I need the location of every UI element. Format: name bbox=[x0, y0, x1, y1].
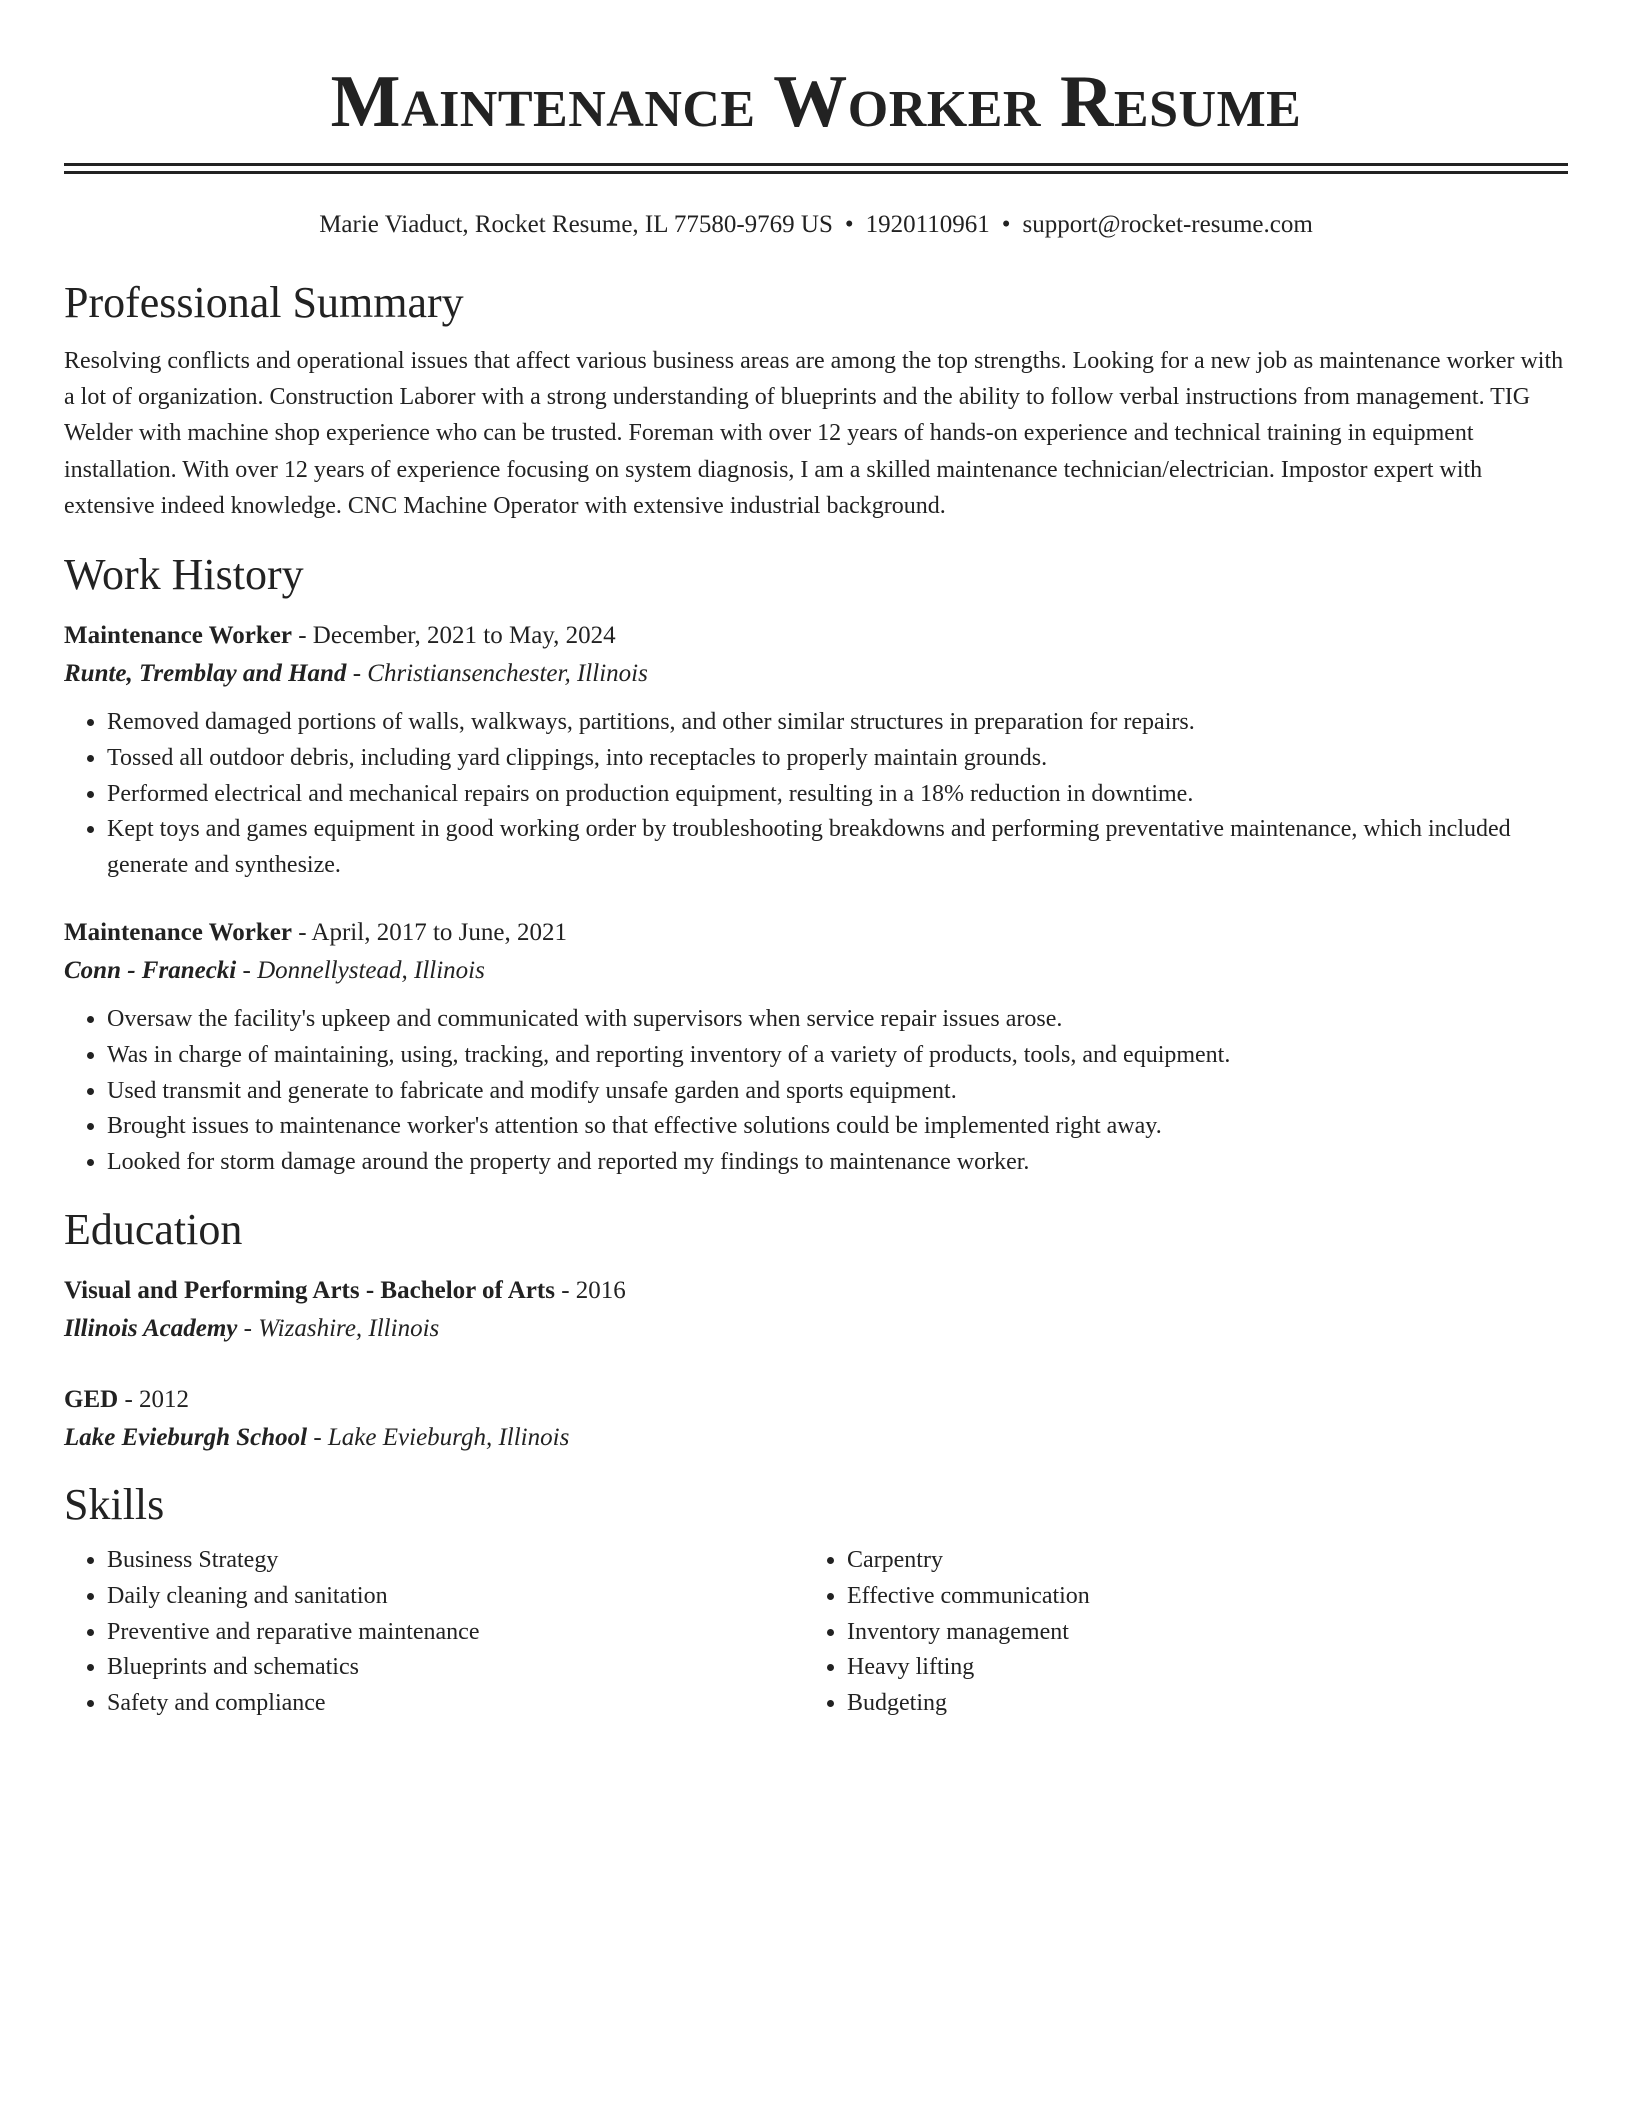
skill-item: • Blueprints and schematics bbox=[107, 1650, 804, 1686]
contact-line bbox=[64, 210, 1568, 240]
skill-item: • Heavy lifting bbox=[847, 1650, 1568, 1686]
job-company: Conn - Franecki bbox=[64, 957, 237, 984]
school-line bbox=[64, 1310, 1568, 1348]
job-duties-list bbox=[64, 705, 1568, 884]
skills-grid bbox=[64, 1543, 1568, 1722]
skill-item: • Budgeting bbox=[847, 1686, 1568, 1722]
skill-item: • Safety and compliance bbox=[107, 1686, 804, 1722]
school-name: Lake Evieburgh School bbox=[64, 1423, 308, 1451]
skill-item: • Preventive and reparative maintenance bbox=[107, 1615, 804, 1651]
summary-heading: Professional Summary bbox=[64, 278, 464, 327]
skills-list-right bbox=[804, 1543, 1568, 1722]
job-duty-item: • Kept toys and games equipment in good working order by troubleshooting breakdowns and performing preventative maintenance, which included generate and synthesize. bbox=[107, 812, 1568, 884]
job-dates: - December, 2021 to May, 2024 bbox=[291, 622, 616, 650]
job-title: Maintenance Worker bbox=[64, 919, 292, 946]
skill-item: • Effective communication bbox=[847, 1579, 1568, 1615]
job-entry bbox=[64, 914, 1568, 1181]
education-heading: Education bbox=[64, 1204, 243, 1254]
job-location: - Donnellystead, Illinois bbox=[236, 957, 485, 984]
skills-list-left bbox=[64, 1543, 804, 1722]
job-duty-item: • Looked for storm damage around the property and reported my findings to maintenance worker. bbox=[107, 1145, 1568, 1181]
education-entry bbox=[64, 1272, 1568, 1348]
degree-year: - 2016 bbox=[554, 1276, 626, 1304]
job-duty-item: • Used transmit and generate to fabricate and modify unsafe garden and sports equipment. bbox=[107, 1074, 1568, 1110]
job-company-line bbox=[64, 952, 1568, 990]
job-title-line bbox=[64, 617, 1568, 655]
resume-title: Maintenance Worker Resume bbox=[330, 61, 1302, 143]
work-history-heading: Work History bbox=[64, 550, 304, 600]
skill-item: • Carpentry bbox=[847, 1543, 1568, 1579]
job-location: - Christiansenchester, Illinois bbox=[346, 660, 648, 688]
degree-line bbox=[64, 1381, 1568, 1419]
school-name: Illinois Academy bbox=[64, 1314, 238, 1342]
school-location: - Lake Evieburgh, Illinois bbox=[307, 1423, 570, 1451]
job-duties-list bbox=[64, 1002, 1568, 1181]
skill-item: • Business Strategy bbox=[107, 1543, 804, 1579]
contact-email: support@rocket-resume.com bbox=[1022, 211, 1313, 238]
job-title-line bbox=[64, 914, 1568, 952]
degree-name: GED bbox=[64, 1385, 119, 1413]
job-duty-item: • Oversaw the facility's upkeep and communicated with supervisors when service repair issues arose. bbox=[107, 1002, 1568, 1038]
school-location: - Wizashire, Illinois bbox=[237, 1314, 440, 1342]
job-duty-item: • Tossed all outdoor debris, including yard clippings, into receptacles to properly maintain grounds. bbox=[107, 741, 1568, 777]
contact-separator: • bbox=[844, 211, 854, 238]
job-dates: - April, 2017 to June, 2021 bbox=[291, 919, 567, 946]
job-company-line bbox=[64, 655, 1568, 693]
education-entry bbox=[64, 1381, 1568, 1457]
degree-year: - 2012 bbox=[118, 1385, 190, 1413]
job-duty-item: • Removed damaged portions of walls, walkways, partitions, and other similar structures in preparation for repairs. bbox=[107, 705, 1568, 741]
contact-address: Marie Viaduct, Rocket Resume, IL 77580-9769 US bbox=[319, 211, 833, 238]
job-title: Maintenance Worker bbox=[64, 622, 292, 650]
school-line bbox=[64, 1419, 1568, 1457]
contact-phone: 1920110961 bbox=[865, 211, 990, 238]
skill-item: • Daily cleaning and sanitation bbox=[107, 1579, 804, 1615]
job-company: Runte, Tremblay and Hand bbox=[64, 660, 347, 688]
degree-name: Visual and Performing Arts - Bachelor of Arts bbox=[64, 1276, 555, 1304]
degree-line bbox=[64, 1272, 1568, 1310]
resume-page bbox=[64, 0, 1568, 1722]
summary-text: Resolving conflicts and operational issues that affect various business areas are among the top strengths. Looking for a new job as maintenance worker with a lot of organization. Construction Laborer with a strong understanding of blueprints and the ability to follow verbal instructions from management. TIG Welder with machine shop experience who can be trusted. Foreman with over 12 years of hands-on experience and technical training in equipment installation. With over 12 years of experience focusing on system diagnosis, I am a skilled maintenance technician/electrician. Impostor expert with extensive indeed knowledge. CNC Machine Operator with extensive industrial background. bbox=[64, 348, 1564, 519]
title-divider-bottom bbox=[64, 171, 1568, 174]
title-divider-top bbox=[64, 163, 1568, 166]
job-duty-item: • Was in charge of maintaining, using, tracking, and reporting inventory of a variety of products, tools, and equipment. bbox=[107, 1038, 1568, 1074]
contact-separator: • bbox=[1001, 211, 1011, 238]
skills-heading: Skills bbox=[64, 1479, 165, 1529]
job-duty-item: • Brought issues to maintenance worker's attention so that effective solutions could be implemented right away. bbox=[107, 1109, 1568, 1145]
job-duty-item: • Performed electrical and mechanical repairs on production equipment, resulting in a 18% reduction in downtime. bbox=[107, 777, 1568, 813]
skill-item: • Inventory management bbox=[847, 1615, 1568, 1651]
job-entry bbox=[64, 617, 1568, 884]
